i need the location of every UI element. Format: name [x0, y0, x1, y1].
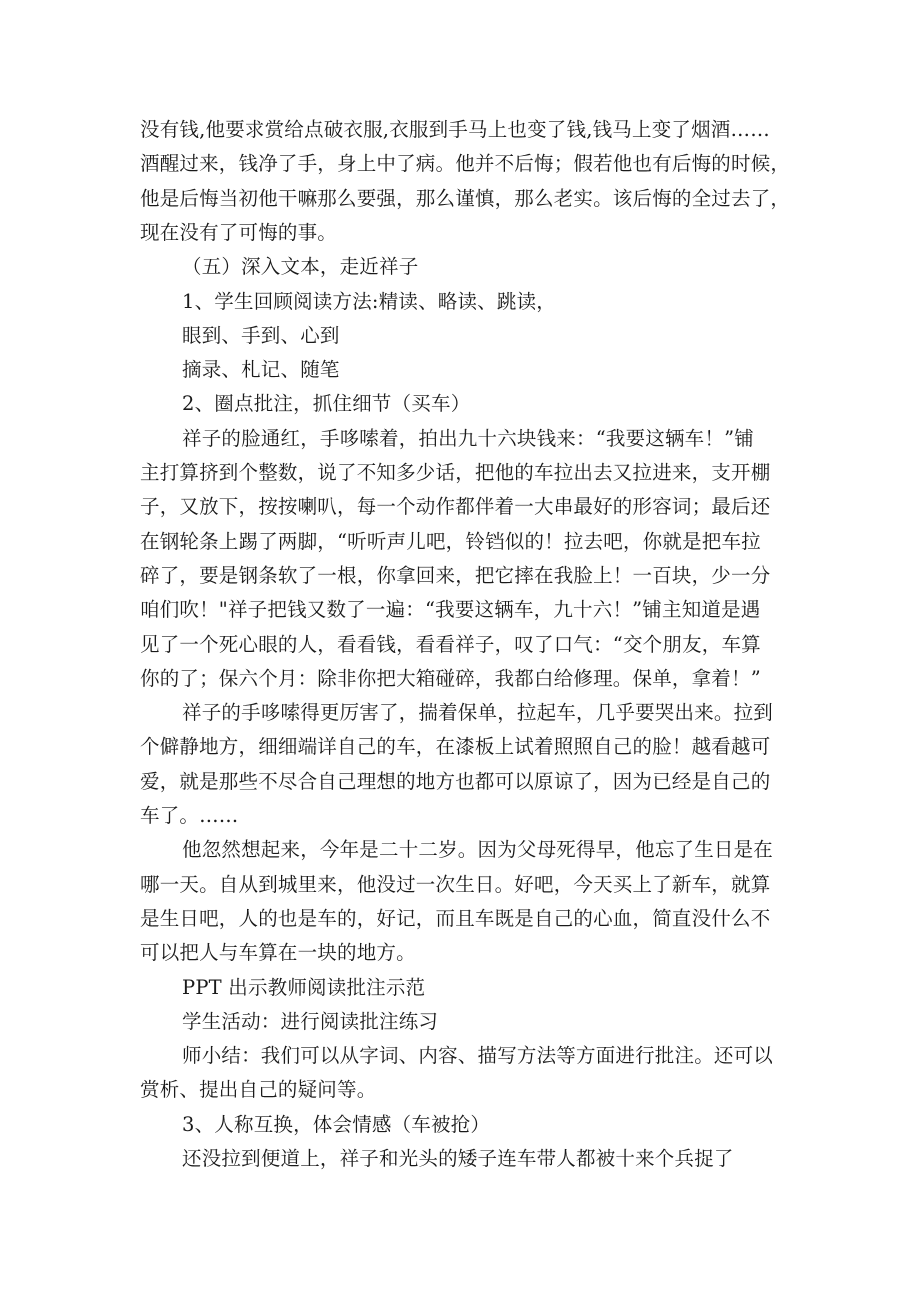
text-line: 没有钱,他要求赏给点破衣服,衣服到手马上也变了钱,钱马上变了烟酒…… — [140, 118, 770, 141]
text-line: 在钢轮条上踢了两脚，“听听声儿吧，铃铛似的！拉去吧，你就是把车拉 — [140, 530, 761, 553]
text-line: 学生活动：进行阅读批注练习 — [182, 1010, 439, 1033]
text-line: 可以把人与车算在一块的地方。 — [140, 941, 416, 964]
text-line: 是生日吧，人的也是车的，好记，而且车既是自己的心血，简直没什么不 — [140, 907, 771, 930]
text-line: 他忽然想起来，今年是二十二岁。因为父母死得早，他忘了生日是在 — [182, 838, 774, 861]
text-line: 碎了，要是钢条软了一根，你拿回来，把它摔在我脸上！一百块，少一分 — [140, 564, 771, 587]
text-line: 爱，就是那些不尽合自己理想的地方也都可以原谅了，因为已经是自己的 — [140, 770, 771, 793]
text-line: 个僻静地方，细细端详自己的车，在漆板上试着照照自己的脸！越看越可 — [140, 735, 771, 758]
text-line: 1、学生回顾阅读方法:精读、略读、跳读， — [182, 290, 556, 313]
text-line: 眼到、手到、心到 — [182, 324, 340, 347]
text-line: 祥子的脸通红，手哆嗦着，拍出九十六块钱来：“我要这辆车！”铺 — [182, 427, 754, 450]
subsection-heading: 3、人称互换，体会情感（车被抢） — [182, 1113, 491, 1136]
text-line: 酒醒过来，钱净了手，身上中了病。他并不后悔；假若他也有后悔的时候， — [140, 152, 791, 175]
text-line: 祥子的手哆嗦得更厉害了，揣着保单，拉起车，几乎要哭出来。拉到 — [182, 701, 774, 724]
text-line: 现在没有了可悔的事。 — [140, 221, 338, 244]
text-line: 还没拉到便道上，祥子和光头的矮子连车带人都被十来个兵捉了 — [182, 1147, 734, 1170]
text-line: PPT 出示教师阅读批注示范 — [182, 976, 426, 999]
text-line: 咱们吹！"祥子把钱又数了一遍：“我要这辆车，九十六！”铺主知道是遇 — [140, 598, 761, 621]
text-line: 见了一个死心眼的人，看看钱，看看祥子，叹了口气：“交个朋友，车算 — [140, 633, 761, 656]
text-line: 主打算挤到个整数，说了不知多少话，把他的车拉出去又拉进来，支开棚 — [140, 461, 771, 484]
text-line: 车了。…… — [140, 804, 239, 827]
text-line: 子，又放下，按按喇叭，每一个动作都伴着一大串最好的形容词；最后还 — [140, 495, 771, 518]
text-line: 师小结：我们可以从字词、内容、描写方法等方面进行批注。还可以 — [182, 1044, 774, 1067]
text-line: 哪一天。自从到城里来，他没过一次生日。好吧，今天买上了新车，就算 — [140, 873, 771, 896]
text-line: 你的了；保六个月：除非你把大箱碰碎，我都白给修理。保单，拿着！” — [140, 667, 761, 690]
subsection-heading: 2、圈点批注，抓住细节（买车） — [182, 392, 471, 415]
section-heading: （五）深入文本，走近祥子 — [182, 255, 419, 278]
text-line: 他是后悔当初他干嘛那么要强，那么谨慎，那么老实。该后悔的全过去了， — [140, 187, 791, 210]
text-line: 摘录、札记、随笔 — [182, 358, 340, 381]
text-line: 赏析、提出自己的疑问等。 — [140, 1078, 377, 1101]
